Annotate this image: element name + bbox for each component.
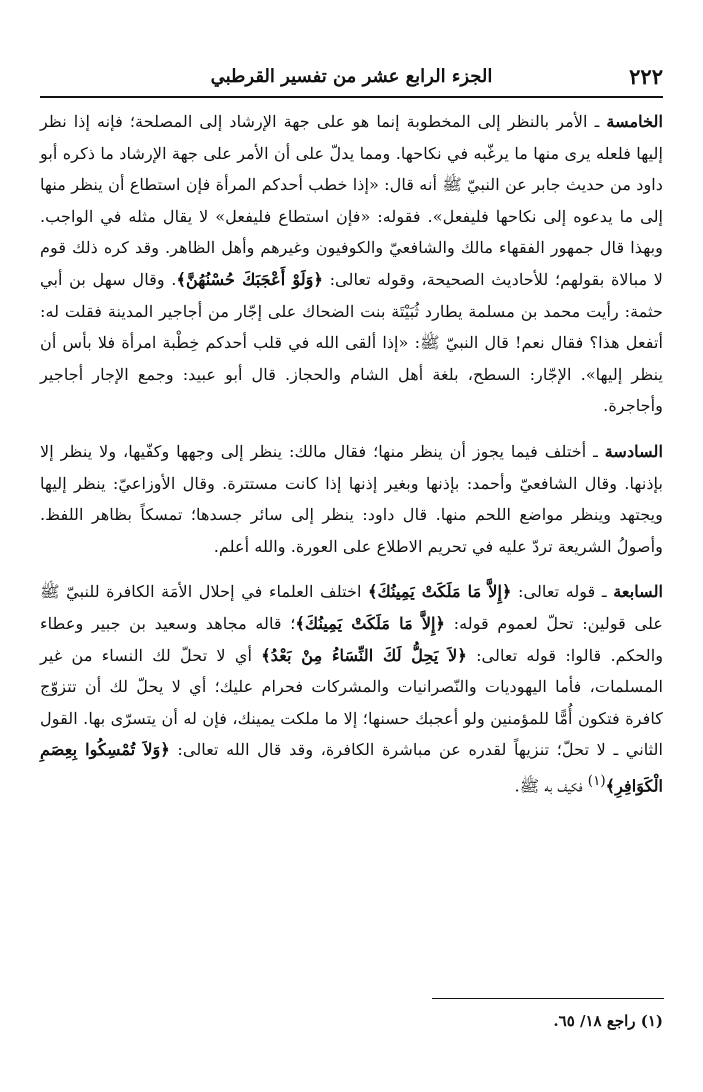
- footnote: (١) راجع ١٨/ ٦٥.: [553, 1012, 663, 1030]
- footnote-marker[interactable]: (١): [587, 772, 606, 789]
- quran-verse: ﴿لاَ يَحِلُّ لَكَ النِّسَاءُ مِنْ بَعْدُ﴾: [261, 645, 467, 665]
- paragraph-lead: الخامسة: [606, 112, 663, 131]
- quran-verse: ﴿وَلَوْ أَعْجَبَكَ حُسْنُهُنَّ﴾: [176, 269, 323, 289]
- paragraph-text: أي لا تحلّ لك النساء من غير المسلمات، فأما اليهوديات والنّصرانيات والمشركات فحرام عليك؛ أي لا يحلّ لك أن تتزوّج كافرة فتكون أُمًّا للمؤمنين ولو أعجبك حسنها؛ إلا ما ملكت يمينك، فإن له أن يتسرّى بها. القول الثاني ـ لا تحلّ؛ تنزيهاً لقدره عن مباشرة الكافرة، وقد قال الله تعالى:: [40, 645, 663, 760]
- page-header: [40, 58, 663, 98]
- paragraph-text: ـ أختلف فيما يجوز أن ينظر منها؛ فقال مالك: ينظر إلى وجهها وكفّيها، ولا ينظر إلا بإذنها. وقال الشافعيّ وأحمد: بإذنها وبغير إذنها إذا كانت مستترة. وقال الأوزاعيّ: ينظر إليها ويجتهد وينظر مواضع اللحم منها. قال داود: ينظر إلى سائر جسدها؛ تمسكاً بظاهر اللفظ. وأصولُ الشريعة تردّ عليه في تحريم الاطلاع على العورة. والله أعلم.: [40, 441, 663, 556]
- paragraph-lead: السادسة: [604, 441, 663, 461]
- paragraph-gap: [40, 562, 663, 576]
- paragraph-text: ؛ قاله مجاهد وسعيد بن جبير وعطاء والحكم. قالوا: قوله تعالى:: [40, 613, 664, 665]
- paragraph-lead: السابعة: [613, 582, 663, 602]
- quran-verse: ﴿وَلاَ تُمْسِكُوا بِعِصَمِ الْكَوَافِرِ﴾: [40, 740, 663, 796]
- quran-verse: ﴿إِلاَّ مَا مَلَكَتْ يَمِينُكَ﴾: [295, 613, 446, 633]
- quran-verse: ﴿إِلاَّ مَا مَلَكَتْ يَمِينُكَ﴾: [368, 582, 512, 602]
- paragraph-text: ـ الأمر بالنظر إلى المخطوبة إنما هو على جهة الإرشاد إلى المصلحة؛ فإنه إذا نظر إليها فلعله يرى منها ما يرغّبه في نكاحها. ومما يدلّ على أن الأمر على جهة الإرشاد ما ذكره أبو داود من حديث جابر عن النبيّ ﷺ أنه قال: «إذا خطب أحدكم المرأة فإن استطاع أن ينظر منها إلى ما يدعوه إلى نكاحها فليفعل». فقوله: «فإن استطاع فليفعل» لا يقال مثله في الواجب. وبهذا قال جمهور الفقهاء مالك والشافعيّ والكوفيون وغيرهم وأهل الظاهر. وقد كره ذلك قوم لا مبالاة بقولهم؛ للأحاديث الصحيحة، وقوله تعالى:: [40, 112, 663, 289]
- running-title: الجزء الرابع عشر من تفسير القرطبي: [210, 66, 493, 87]
- paragraph-fifth: [40, 106, 663, 422]
- paragraph-seventh: [40, 576, 663, 802]
- paragraph-gap: [40, 422, 663, 436]
- paragraph-text: ـ قوله تعالى:: [511, 582, 614, 602]
- header-rule: [40, 96, 663, 98]
- body-text: [40, 106, 663, 802]
- paragraph-text: . وقال سهل بن أبي حثمة: رأيت محمد بن مسلمة يطارد ثُبَيْتَة بنت الضحاك على إجّار من أجاجير المدينة فقلت له: أتفعل هذا؟ فقال نعم! قال النبيّ ﷺ: «إذا ألقى الله في قلب أحدكم خِطْبة امرأة فلا بأس أن ينظر إليها». الإجّار: السطح، بلغة أهل الشام والحجاز. قال أبو عبيد: وجمع الإجار أجاجير وأجاجرة.: [40, 269, 663, 416]
- footnote-rule: [432, 998, 664, 999]
- paragraph-text: فكيف به ﷺ.: [514, 776, 588, 796]
- paragraph-text: اختلف العلماء في إحلال الأمَة الكافرة للنبيّ ﷺ على قولين: تحلّ لعموم قوله:: [40, 582, 664, 633]
- page-number: ٢٢٢: [629, 64, 663, 89]
- paragraph-sixth: [40, 436, 663, 562]
